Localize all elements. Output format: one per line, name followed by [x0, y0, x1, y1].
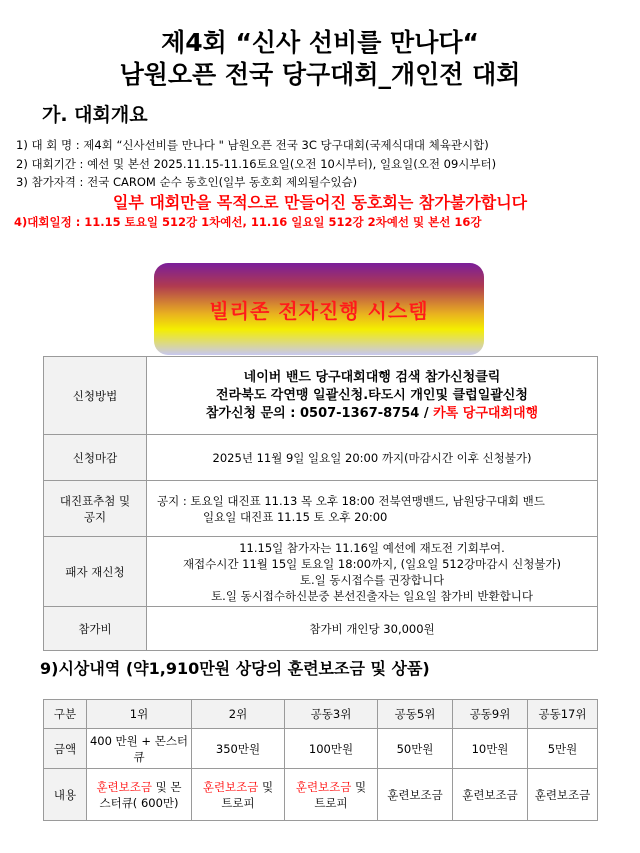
method-line3: [149, 405, 595, 423]
info-eligibility: 3) 참가자격 : 전국 CAROM 순수 동호인(일부 동호회 제외될수있슴): [16, 175, 358, 189]
deadline-value: 2025년 11월 9일 일요일 20:00 까지(마감시간 이후 신청불가): [147, 435, 598, 481]
draw-cell: [147, 481, 598, 537]
amount-5th: 50만원: [378, 729, 453, 769]
warning-notice: 일부 대회만을 목적으로 만들어진 동호회는 참가불가합니다: [112, 193, 528, 212]
application-table: [43, 356, 598, 651]
table-row: [44, 607, 598, 651]
table-row: [44, 435, 598, 481]
loser-cell: [147, 537, 598, 607]
table-row: [44, 357, 598, 435]
table-row: [44, 700, 598, 729]
method-label: 신청방법: [44, 357, 147, 435]
section-heading-overview: 가. 대회개요: [42, 104, 148, 126]
document-title-line1: 제4회 “신사 선비를 만나다“: [161, 28, 479, 57]
content-5th: 훈련보조금: [378, 769, 453, 821]
content-2nd: [192, 769, 285, 821]
amount-3rd: 100만원: [285, 729, 378, 769]
table-row: [44, 537, 598, 607]
content-1st: [87, 769, 192, 821]
loser-line4: 토.일 동시접수하신분중 본선진출자는 일요일 참가비 반환합니다: [211, 588, 533, 603]
amount-9th: 10만원: [453, 729, 528, 769]
table-row: [44, 729, 598, 769]
banner-text: 빌리존 전자진행 시스템: [209, 298, 429, 323]
content-17th: 훈련보조금: [528, 769, 598, 821]
system-banner: [154, 263, 484, 355]
content-2nd-rest2: 트로피: [221, 795, 255, 810]
draw-line1: 공지 : 토요일 대진표 11.13 목 오후 18:00 전북연맹밴드, 남원당구대회 밴드: [157, 493, 545, 508]
table-row: [44, 481, 598, 537]
amount-2nd: 350만원: [192, 729, 285, 769]
draw-label: [44, 481, 147, 537]
section-heading-prizes: 9)시상내역 (약1,910만원 상당의 훈련보조금 및 상품): [40, 659, 430, 678]
kakao-contact: 카톡 당구대회대행: [428, 405, 539, 421]
header-9th: 공동9위: [453, 700, 528, 729]
header-3rd: 공동3위: [285, 700, 378, 729]
draw-line2: 일요일 대진표 11.15 토 오후 20:00: [203, 509, 388, 524]
loser-line1: 11.15일 참가자는 11.16일 예선에 재도전 기회부여.: [239, 540, 505, 555]
info-event-name: 1) 대 회 명 : 제4회 “신사선비를 만나다 " 남원오픈 전국 3C 당구대회(국제식대대 체육관시합): [16, 138, 489, 152]
fee-value: 참가비 개인당 30,000원: [147, 607, 598, 651]
method-line2: 전라북도 각연맹 일괄신청.타도시 개인및 클럽일괄신청: [216, 387, 528, 403]
training-subsidy-2nd: 훈련보조금: [202, 779, 259, 794]
training-subsidy-3rd: 훈련보조금: [295, 779, 352, 794]
draw-label-line1: 대진표추첨 및: [59, 493, 131, 508]
content-3rd: [285, 769, 378, 821]
content-1st-rest: 및 몬: [152, 779, 182, 794]
content-1st-rest2: 스터큐( 600만): [99, 795, 179, 810]
prize-table: [43, 699, 598, 821]
draw-label-line2: 공지: [83, 509, 107, 524]
schedule-notice: 4)대회일정 : 11.15 토요일 512강 1차예선, 11.16 일요일 512강 2차예선 및 본선 16강: [14, 215, 482, 229]
amount-17th: 5만원: [528, 729, 598, 769]
document-title-line2: 남원오픈 전국 당구대회_개인전 대회: [119, 60, 521, 89]
content-label: 내용: [44, 769, 87, 821]
loser-line2: 재접수시간 11월 15일 토요일 18:00까지, (일요일 512강마감시 신청불가): [182, 556, 562, 571]
header-1st: 1위: [87, 700, 192, 729]
header-5th: 공동5위: [378, 700, 453, 729]
header-17th: 공동17위: [528, 700, 598, 729]
fee-label: 참가비: [44, 607, 147, 651]
content-3rd-rest: 및: [351, 779, 367, 794]
header-2nd: 2위: [192, 700, 285, 729]
content-2nd-rest: 및: [258, 779, 274, 794]
contact-phone: 참가신청 문의 : 0507-1367-8754 /: [205, 405, 429, 421]
training-subsidy-1st: 훈련보조금: [96, 779, 152, 794]
deadline-label: 신청마감: [44, 435, 147, 481]
method-cell: [147, 357, 598, 435]
info-event-period: 2) 대회기간 : 예선 및 본선 2025.11.15-11.16토요일(오전 10시부터), 일요일(오전 09시부터): [16, 157, 497, 171]
method-line1: 네이버 밴드 당구대회대행 검색 참가신청클릭: [243, 369, 501, 385]
content-9th: 훈련보조금: [453, 769, 528, 821]
loser-label: 패자 재신청: [44, 537, 147, 607]
amount-label: 금액: [44, 729, 87, 769]
content-3rd-rest2: 트로피: [314, 795, 348, 810]
amount-1st: 400 만원 + 몬스터큐: [87, 729, 192, 769]
table-row: [44, 769, 598, 821]
loser-line3: 토.일 동시접수를 권장합니다: [299, 572, 445, 587]
header-category: 구분: [44, 700, 87, 729]
